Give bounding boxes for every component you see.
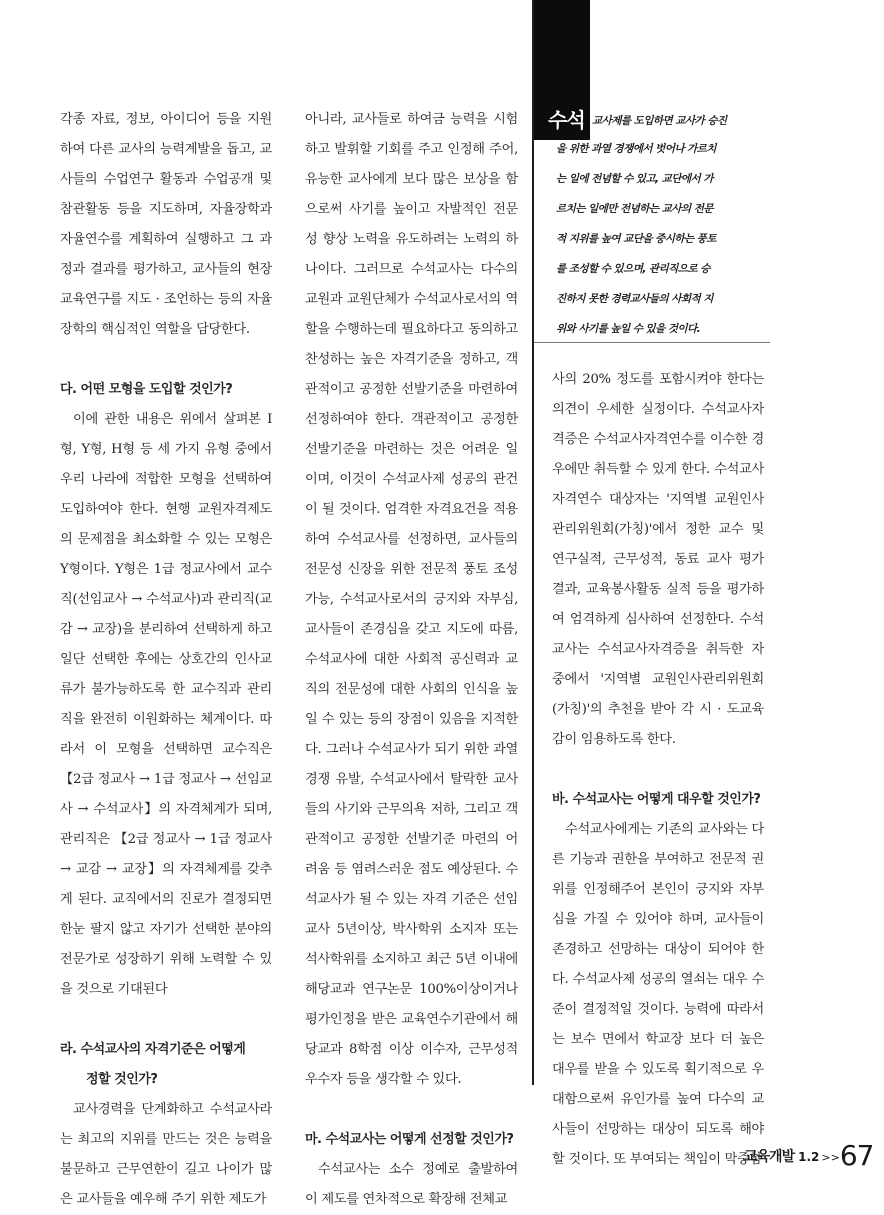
- body-paragraph: 교사경력을 단계화하고 수석교사라는 최고의 지위를 만드는 것은 능력을 불문하고 근무연한이 길고 나이가 많은 교사들을 예우해 주기 위한 제도가: [60, 1102, 272, 1207]
- column-left: [60, 105, 272, 1215]
- page-footer: [744, 1135, 874, 1172]
- pullquote-line: 을 위한 과열 경쟁에서 벗어나 가르치: [556, 143, 716, 155]
- pullquote-line: 적 지위를 높여 교단을 중시하는 풍토: [556, 233, 716, 245]
- pullquote-divider: [534, 342, 770, 343]
- body-paragraph: 아니라, 교사들로 하여금 능력을 시험하고 발휘할 기회를 주고 인정해 주어, 유능한 교사에게 보다 많은 보상을 함으로써 사기를 높이고 자발적인 전문성 향상 노력을 유도하려는 노력의 하나이다. 그러므로 수석교사는 다수의 교원과 교원단체가 수석교사로서의 역할을 수행하는데 필요하다고 동의하고 찬성하는 높은 자격기준을 정하고, 객관적이고 공정한 선발기준을 마련하여 선정하여야 한다. 객관적이고 공정한 선발기준을 마련하는 것은 어려운 일이며, 이것이 수석교사제 성공의 관건이 될 것이다. 엄격한 자격요건을 적용하여 수석교사를 선정하면, 교사들의 전문성 신장을 위한 전문적 풍토 조성 가능, 수석교사로서의 긍지와 자부심, 교사들이 존경심을 갖고 지도에 따름, 수석교사에 대한 사회적 공신력과 교직의 전문성에 대한 사회의 인식을 높일 수 있는 등의 장점이 있음을 지적한다. 그러나 수석교사가 되기 위한 과열경쟁 유발, 수석교사에서 탈락한 교사들의 사기와 근무의욕 저하, 그리고 객관적이고 공정한 선발기준 마련의 어려움 등 염려스러운 점도 예상된다. 수석교사가 될 수 있는 자격 기준은 선임교사 5년이상, 박사학위 소지자 또는 석사학위를 소지하고 최근 5년 이내에 해당교과 연구논문 100%이상이거나 평가인정을 받은 교육연수기관에서 해당교과 8학점 이상 이수자, 근무성적 우수자 등을 생각할 수 있다.: [305, 112, 518, 1087]
- column-right: [552, 365, 764, 1175]
- body-paragraph: 수석교사는 소수 정예로 출발하여 이 제도를 연차적으로 확장해 전체교: [305, 1162, 518, 1207]
- pullquote-line: 를 조성할 수 있으며, 관리직으로 승: [556, 263, 710, 275]
- pullquote-line: 교사제를 도입하면 교사가 승진: [592, 115, 727, 127]
- section-heading-ba: 바. 수석교사는 어떻게 대우할 것인가?: [552, 792, 761, 807]
- arrow-icon: >>: [821, 1151, 840, 1164]
- pullquote-line: 위와 사기를 높일 수 있을 것이다.: [556, 323, 701, 335]
- body-paragraph: 사의 20% 정도를 포함시켜야 한다는 의견이 우세한 실정이다. 수석교사자격증은 수석교사자격연수를 이수한 경우에만 취득할 수 있게 한다. 수석교사자격연수 대상자는 '지역별 교원인사관리위원회(가칭)'에서 정한 교수 및 연구실적, 근무성적, 동료 교사 평가 결과, 교육봉사활동 실적 등을 평가하여 엄격하게 심사하여 선정한다. 수석교사는 수석교사자격증을 취득한 자 중에서 '지역별 교원인사관리위원회(가칭)'의 추천을 받아 각 시 · 도교육감이 임용하도록 한다.: [552, 372, 764, 747]
- section-heading-ra: 라. 수석교사의 자격기준은 어떻게: [60, 1042, 246, 1057]
- body-paragraph: 각종 자료, 정보, 아이디어 등을 지원하여 다른 교사의 능력계발을 돕고, 교사들의 수업연구 활동과 수업공개 및 참관활동 등을 지도하며, 자율장학과 자율연수를 계획하여 실행하고 그 과정과 결과를 평가하고, 교사들의 현장 교육연구를 지도 · 조언하는 등의 자율장학의 핵심적인 역할을 담당한다.: [60, 112, 272, 337]
- pullquote-line: 르치는 일에만 전념하는 교사의 전문: [556, 203, 713, 215]
- section-heading-ra-cont: 정할 것인가?: [86, 1072, 158, 1087]
- section-heading-da: 다. 어떤 모형을 도입할 것인가?: [60, 382, 233, 397]
- body-paragraph: 수석교사에게는 기존의 교사와는 다른 기능과 권한을 부여하고 전문적 권위를 인정해주어 본인이 긍지와 자부심을 가질 수 있어야 하며, 교사들이 존경하고 선망하는 대상이 되어야 한다. 수석교사제 성공의 열쇠는 대우 수준이 결정적일 것이다. 능력에 따라서는 보수 면에서 학교장 보다 더 높은 대우를 받을 수 있도록 획기적으로 우대함으로써 유인가를 높여 다수의 교사들이 선망하는 대상이 되도록 해야 할 것이다. 또 부여되는 책임이 막중함: [552, 822, 764, 1167]
- pullquote-line: 는 일에 전념할 수 있고, 교단에서 가: [556, 173, 713, 185]
- column-rule: [532, 0, 534, 1085]
- body-paragraph: 이에 관한 내용은 위에서 살펴본 I 형, Y형, H형 등 세 가지 유형 중에서 우리 나라에 적합한 모형을 선택하여 도입하여야 한다. 현행 교원자격제도의 문제점을 최소화할 수 있는 모형은 Y형이다. Y형은 1급 정교사에서 교수직(선임교사 → 수석교사)과 관리직(교감 → 교장)을 분리하여 선택하게 하고 일단 선택한 후에는 상호간의 인사교류가 불가능하도록 한 교수직과 관리직을 완전히 이원화하는 체계이다. 따라서 이 모형을 선택하면 교수직은 【2급 정교사 → 1급 정교사 → 선임교사 → 수석교사】의 자격체계가 되며, 관리직은 【2급 정교사 → 1급 정교사 → 교감 → 교장】의 자격체계를 갖추게 된다. 교직에서의 진로가 결정되면 한눈 팔지 않고 자기가 선택한 분야의 전문가로 성장하기 위해 노력할 수 있을 것으로 기대된다: [60, 412, 272, 997]
- column-middle: [305, 105, 518, 1215]
- magazine-name: 교육개발: [744, 1149, 795, 1165]
- section-heading-ma: 마. 수석교사는 어떻게 선정할 것인가?: [305, 1132, 514, 1147]
- pullquote-label: 수석: [548, 108, 585, 132]
- page-number: 67: [839, 1139, 874, 1172]
- issue-number: 1.2: [798, 1150, 820, 1164]
- pullquote-line: 진하지 못한 경력교사들의 사회적 지: [556, 293, 713, 305]
